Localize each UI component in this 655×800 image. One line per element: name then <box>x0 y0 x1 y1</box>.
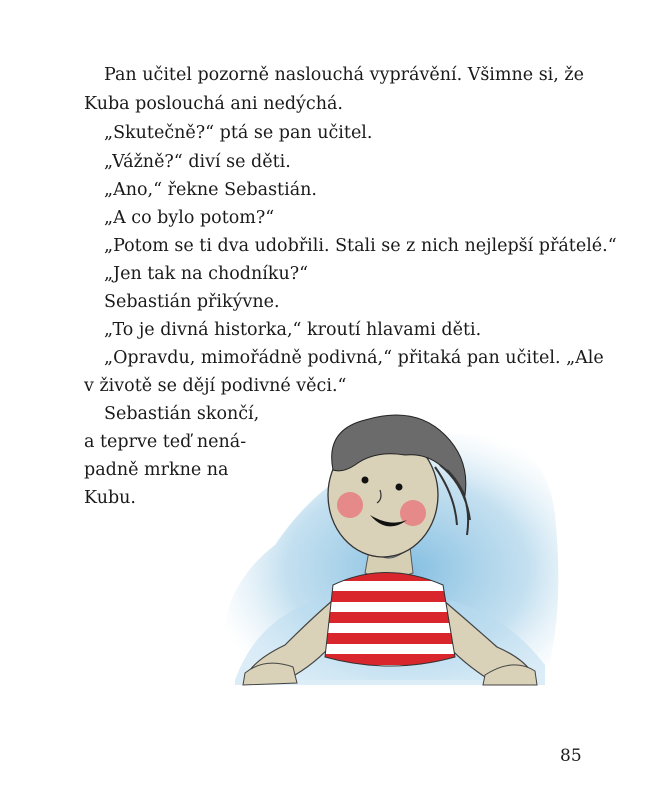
text-line: v životě se dějí podivné věci.“ <box>84 376 347 396</box>
text-line: „Jen tak na chodníku?“ <box>104 264 309 284</box>
text-line: „Ano,“ řekne Sebastián. <box>104 180 317 200</box>
text-line: Pan učitel pozorně naslouchá vyprávění. Všimne si, že <box>104 65 584 85</box>
text-line: „Vážně?“ diví se děti. <box>104 152 291 172</box>
text-line: „A co bylo potom?“ <box>104 208 275 228</box>
text-line: „Potom se ti dva udobřili. Stali se z nich nejlepší přátelé.“ <box>104 236 617 256</box>
text-line: „To je divná historka,“ kroutí hlavami děti. <box>104 320 482 340</box>
text-line: padně mrkne na <box>84 460 229 480</box>
text-line: „Opravdu, mimořádně podivná,“ přitaká pan učitel. „Ale <box>104 348 604 368</box>
right-eye <box>396 484 403 491</box>
page-number: 85 <box>560 746 582 766</box>
text-line: Sebastián skončí, <box>104 404 260 424</box>
text-line: „Skutečně?“ ptá se pan učitel. <box>104 123 373 143</box>
boy-illustration <box>215 395 560 695</box>
text-line: a teprve teď nená- <box>84 432 247 452</box>
text-line: Sebastián přikývne. <box>104 292 280 312</box>
text-line: Kubu. <box>84 488 136 508</box>
text-line: Kuba poslouchá ani nedýchá. <box>84 94 343 114</box>
left-eye <box>362 477 369 484</box>
